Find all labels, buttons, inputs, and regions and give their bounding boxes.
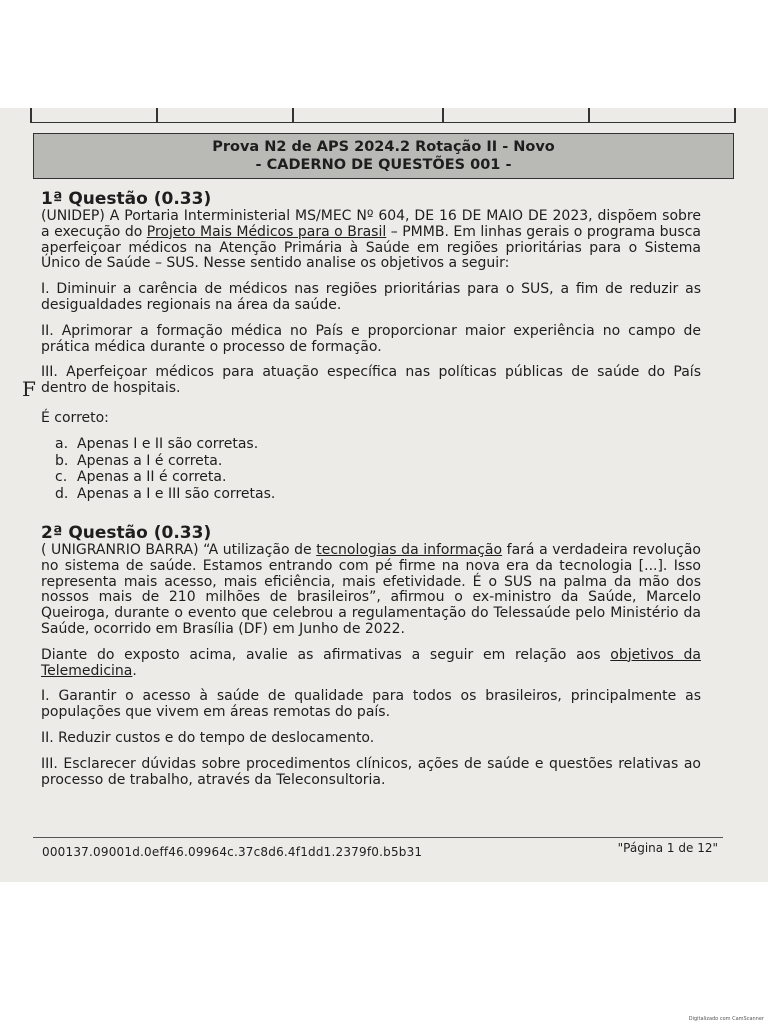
scanner-watermark: Digitalizado com CamScanner xyxy=(688,1016,764,1022)
footer-code: 000137.09001d.0eff46.09964c.37c8d6.4f1dd1.2379f0.b5b31 xyxy=(42,845,423,859)
question-2-statement-3: III. Esclarecer dúvidas sobre procedimentos clínicos, ações de saúde e questões relativas ao processo de trabalho, através da Teleconsultoria. xyxy=(41,755,701,788)
question-2 xyxy=(41,523,701,788)
option-a[interactable]: a. Apenas I e II são corretas. xyxy=(55,435,259,452)
option-c[interactable]: c. Apenas a II é correta. xyxy=(55,469,227,486)
question-2-prompt: Diante do exposto acima, avalie as afirmativas a seguir em relação aos objetivos da Telemedicina. xyxy=(41,646,701,679)
question-1-title: 1ª Questão (0.33) xyxy=(41,189,212,209)
questions-area xyxy=(41,189,701,788)
option-d[interactable]: d. Apenas a I e III são corretas. xyxy=(55,486,276,503)
question-1-intro: (UNIDEP) A Portaria Interministerial MS/MEC Nº 604, DE 16 DE MAIO DE 2023, dispõem sobre a execução do Projeto Mais Médicos para o Brasil – PMMB. Em linhas gerais o programa busca aperfeiçoar médicos na Atenção Primária à Saúde em regiões prioritárias para o Sistema Único de Saúde – SUS. Nesse sentido analise os objetivos a seguir: xyxy=(41,208,701,272)
question-2-statement-1: I. Garantir o acesso à saúde de qualidade para todos os brasileiros, principalmente as populações que vivem em áreas remotas do país. xyxy=(41,688,701,721)
question-1-statement-1: I. Diminuir a carência de médicos nas regiões prioritárias para o SUS, a fim de reduzir as desigualdades regionais na área da saúde. xyxy=(41,281,701,313)
exam-subtitle: - CADERNO DE QUESTÕES 001 - xyxy=(255,157,512,173)
question-1-statement-3: III. Aperfeiçoar médicos para atuação específica nas políticas públicas de saúde do País dentro de hospitais. xyxy=(41,364,701,397)
footer-divider xyxy=(33,837,723,838)
option-b[interactable]: b. Apenas a I é correta. xyxy=(55,452,223,469)
exam-title: Prova N2 de APS 2024.2 Rotação II - Novo xyxy=(212,139,555,155)
page-indicator: "Página 1 de 12" xyxy=(617,841,718,855)
top-table-remnant xyxy=(30,108,736,123)
exam-page xyxy=(0,108,768,882)
handwritten-f-mark: F xyxy=(22,377,36,401)
question-1 xyxy=(41,189,701,503)
question-1-prompt: É correto: xyxy=(41,409,109,426)
exam-header xyxy=(33,133,734,179)
question-1-options xyxy=(55,436,701,503)
question-1-statement-2: II. Aprimorar a formação médica no País e proporcionar maior experiência no campo de prática médica durante o processo de formação. xyxy=(41,322,701,355)
question-2-intro: ( UNIGRANRIO BARRA) “A utilização de tecnologias da informação fará a verdadeira revolução no sistema de saúde. Estamos entrando com pé firme na nova era da tecnologia [...]. Isso representa mais acesso, mais eficiência, mais efetividade. É o SUS na palma da mão dos nossos mais de 210 milhões de brasileiros”, afirmou o ex-ministro da Saúde, Marcelo Queiroga, durante o evento que celebrou a regulamentação do Telessaúde pelo Ministério da Saúde, ocorrido em Brasília (DF) em Junho de 2022. xyxy=(41,541,701,637)
question-2-statement-2: II. Reduzir custos e do tempo de deslocamento. xyxy=(41,729,375,746)
question-2-title: 2ª Questão (0.33) xyxy=(41,522,212,543)
